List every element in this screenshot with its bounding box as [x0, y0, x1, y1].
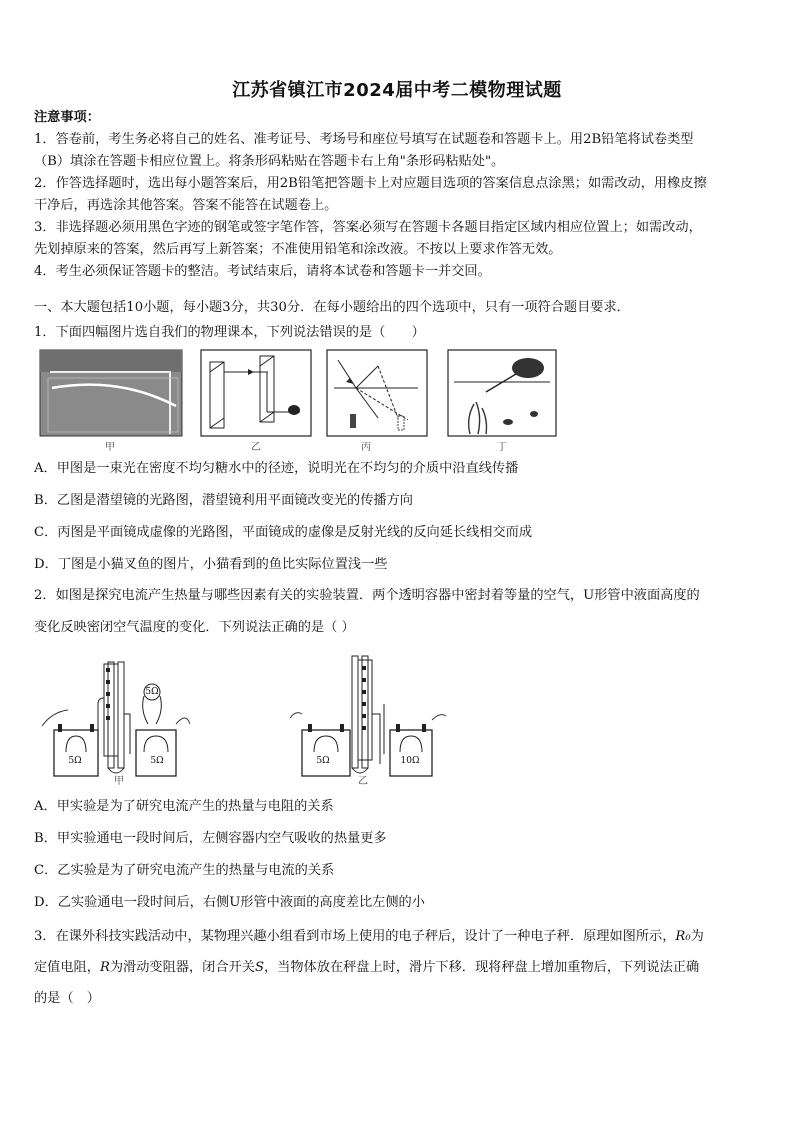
question-1-option-b: B．乙图是潜望镜的光路图，潜望镜利用平面镜改变光的传播方向	[34, 493, 413, 508]
question-3-stem-line-3: 的是（ ）	[34, 991, 100, 1006]
question-1-option-a: A．甲图是一束光在密度不均匀糖水中的径迹，说明光在不均匀的介质中沿直线传播	[34, 461, 519, 476]
question-2-option-b: B．甲实验通电一段时间后，左侧容器内空气吸收的热量更多	[34, 831, 387, 846]
notice-line: 3．非选择题必须用黑色字迹的钢笔或签字笔作答，答案必须写在答题卡各题目指定区域内相应位置上；如需改动，	[34, 220, 702, 235]
section-heading: 一、本大题包括10小题，每小题3分，共30分．在每小题给出的四个选项中，只有一项符合题目要求．	[34, 300, 630, 315]
question-1-option-d: D．丁图是小猫叉鱼的图片，小猫看到的鱼比实际位置浅一些	[34, 557, 388, 572]
figure-label: 丙	[361, 442, 371, 453]
question-2-option-c: C．乙实验是为了研究电流产生的热量与电流的关系	[34, 863, 335, 878]
figure-yi-periscope	[201, 350, 311, 436]
notice-line: 4．考生必须保证答题卡的整洁。考试结束后，请将本试卷和答题卡一并交回。	[34, 264, 491, 279]
variable-r0: R₀	[675, 929, 691, 944]
resistor-label: 10Ω	[400, 756, 420, 766]
figure-label: 乙	[251, 442, 261, 453]
resistor-label: 5Ω	[150, 756, 164, 766]
question-1-option-c: C．丙图是平面镜成虚像的光路图，平面镜成的虚像是反射光线的反向延长线相交而成	[34, 525, 533, 540]
figure-ding-cat-spearing-fish	[448, 350, 556, 436]
question-2-stem-line-2: 变化反映密闭空气温度的变化．下列说法正确的是（ ）	[34, 620, 355, 635]
figure-label: 乙	[358, 776, 368, 787]
figure-jia-light-in-sugar-water	[40, 350, 182, 436]
notice-line: 先划掉原来的答案，然后再写上新答案；不准使用铅笔和涂改液。不按以上要求作答无效。	[34, 242, 562, 257]
variable-s: S	[254, 960, 264, 975]
variable-r: R	[99, 960, 110, 975]
resistor-label: 5Ω	[68, 756, 82, 766]
question-1-stem: 1．下面四幅图片选自我们的物理课本，下列说法错误的是（ ）	[34, 325, 425, 340]
question-2-stem-line-1: 2．如图是探究电流产生热量与哪些因素有关的实验装置．两个透明容器中密封着等量的空气，U形管中液面高度的	[34, 588, 700, 603]
figure-bing-plane-mirror-image	[327, 350, 427, 436]
figure-label: 甲	[105, 442, 115, 453]
figure-label: 丁	[497, 442, 507, 453]
question-2-option-a: A．甲实验是为了研究电流产生的热量与电阻的关系	[34, 799, 334, 814]
question-3-stem-line-2: 定值电阻，R为滑动变阻器，闭合开关S，当物体放在秤盘上时，滑片下移．现将秤盘上增加重物后，下列说法正确	[34, 960, 700, 975]
notice-line: 1．答卷前，考生务必将自己的姓名、准考证号、考场号和座位号填写在试题卷和答题卡上。用2B铅笔将试卷类型	[34, 132, 694, 147]
q2-figure-row	[40, 654, 450, 784]
resistor-label: 5Ω	[316, 756, 330, 766]
question-2-option-d: D．乙实验通电一段时间后，右侧U形管中液面的高度差比左侧的小	[34, 895, 425, 910]
resistor-label: 5Ω	[145, 687, 159, 697]
page-title: 江苏省镇江市2024届中考二模物理试题	[232, 80, 562, 101]
notice-line: （B）填涂在答题卡相应位置上。将条形码粘贴在答题卡右上角"条形码粘贴处"。	[34, 154, 505, 169]
notice-line: 2．作答选择题时，选出每小题答案后，用2B铅笔把答题卡上对应题目选项的答案信息点涂黑；如需改动，用橡皮擦	[34, 176, 707, 191]
notice-line: 干净后，再选涂其他答案。答案不能答在试题卷上。	[34, 198, 338, 213]
figure-label: 甲	[114, 776, 124, 787]
notice-heading: 注意事项：	[34, 110, 100, 125]
question-3-stem-line-1: 3．在课外科技实践活动中，某物理兴趣小组看到市场上使用的电子秤后，设计了一种电子秤．原理如图所示，R₀为	[34, 929, 704, 944]
